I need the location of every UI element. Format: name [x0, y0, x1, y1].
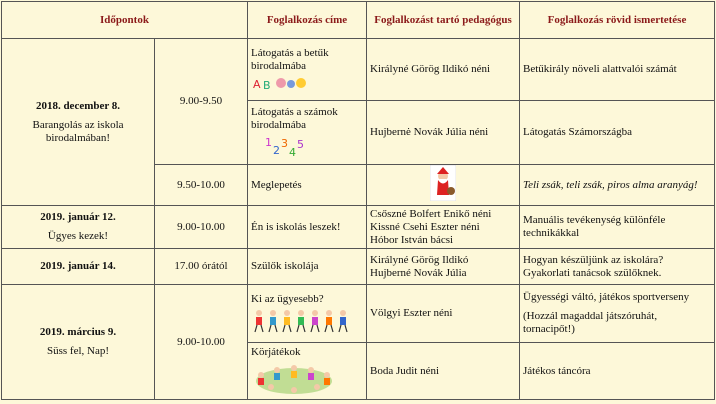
title-text: Látogatás a betűk birodalmába [251, 46, 329, 72]
description-cell: Játékos táncóra [520, 343, 715, 400]
date: 2019. január 12. [40, 211, 116, 223]
teacher-cell: Völgyi Eszter néni [367, 285, 520, 343]
time-cell: 17.00 órától [155, 249, 248, 285]
table-row [2, 39, 715, 101]
time-cell: 9.50-10.00 [155, 165, 248, 206]
teacher-line: Csőszné Bolfert Enikő néni [370, 207, 492, 220]
teacher-line: Hujberné Novák Júlia [370, 266, 467, 279]
kids-running-picture-icon [251, 308, 351, 334]
svg-text:5: 5 [297, 137, 304, 151]
header-row [2, 2, 715, 39]
teacher-cell: Hujbernė Novák Júlia néni [367, 101, 520, 165]
title-cell: Szülők iskolája [248, 249, 367, 285]
header-title: Foglalkozás címe [248, 2, 367, 39]
description-cell [520, 285, 715, 343]
table-row [2, 285, 715, 343]
title-cell [248, 39, 367, 101]
numbers-picture-icon [251, 134, 311, 160]
svg-text:3: 3 [281, 136, 288, 150]
date-cell [2, 285, 155, 400]
subtitle: Barangolás az iskola birodalmában! [32, 118, 124, 144]
date: 2019. március 9. [39, 326, 117, 338]
teacher-line: Királyné Görög Ildikó [370, 253, 469, 266]
teacher-cell [367, 165, 520, 206]
table-row [2, 206, 715, 249]
svg-text:2: 2 [273, 143, 280, 157]
description-line: Hogyan készüljünk az iskolára? [523, 253, 664, 266]
header-timepoints: Időpontok [2, 2, 248, 39]
title-cell [248, 343, 367, 400]
teacher-line: Hóbor István bácsi [370, 233, 454, 246]
svg-text:1: 1 [265, 135, 272, 149]
description-cell: Betűkirály növeli alattvalói számát [520, 39, 715, 101]
subtitle: Süss fel, Nap! [46, 345, 110, 357]
date-cell [2, 249, 155, 285]
time-cell: 9.00-10.00 [155, 285, 248, 400]
teacher-line: Kissné Csehi Eszter néni [370, 220, 480, 233]
description-cell: Látogatás Számországba [520, 101, 715, 165]
date: 2019. január 14. [40, 260, 116, 272]
date-cell [2, 206, 155, 249]
title-cell [248, 101, 367, 165]
title-cell [248, 285, 367, 343]
header-teacher: Foglalkozást tartó pedagógus [367, 2, 520, 39]
time-cell: 9.00-10.00 [155, 206, 248, 249]
date-cell [2, 39, 155, 206]
title-cell: Én is iskolás leszek! [248, 206, 367, 249]
description-cell: Manuális tevékenység különféle technikákkal [520, 206, 715, 249]
santa-picture-icon [430, 165, 456, 201]
letters-picture-icon [251, 75, 311, 93]
description-line: Gyakorlati tanácsok szülőknek. [523, 266, 662, 279]
table-row [2, 249, 715, 285]
svg-text:A: A [253, 77, 261, 91]
title-text: Körjátékok [251, 345, 301, 358]
teacher-cell: Boda Judit néni [367, 343, 520, 400]
header-description: Foglalkozás rövid ismertetése [520, 2, 715, 39]
title-text: Ki az ügyesebb? [251, 293, 324, 305]
schedule-table [1, 1, 715, 400]
teacher-cell: Királyné Görög Ildikó néni [367, 39, 520, 101]
description-cell [520, 249, 715, 285]
title-cell: Meglepetés [248, 165, 367, 206]
circle-dance-picture-icon [251, 361, 337, 397]
description-cell: Teli zsák, teli zsák, piros alma aranyág! [520, 165, 715, 206]
teacher-cell [367, 249, 520, 285]
svg-text:4: 4 [289, 145, 296, 159]
time-cell: 9.00-9.50 [155, 39, 248, 165]
teacher-cell [367, 206, 520, 249]
title-text: Látogatás a számok birodalmába [251, 105, 338, 131]
date: 2018. december 8. [35, 99, 121, 112]
description-line: Ügyességi váltó, játékos sportverseny [523, 291, 690, 303]
description-line: (Hozzál magaddal játszóruhát, tornacipőt!) [523, 310, 658, 335]
svg-text:B: B [263, 78, 271, 92]
subtitle: Ügyes kezek! [47, 230, 109, 242]
